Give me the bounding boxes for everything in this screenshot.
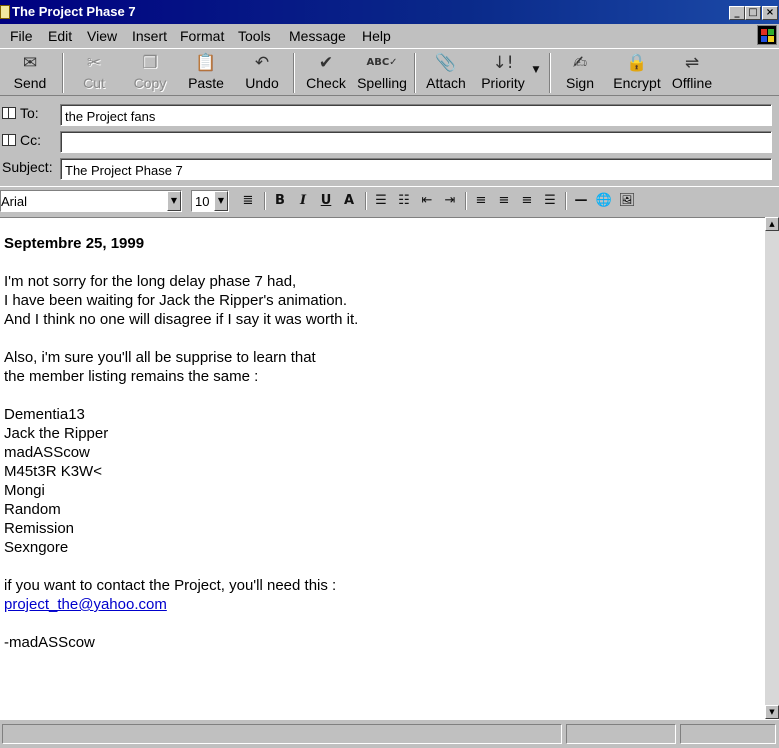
- send-icon: ✉: [22, 53, 38, 73]
- date-line: Septembre 25, 1999: [4, 235, 145, 252]
- format-separator: [365, 192, 367, 210]
- member-item: Random: [4, 501, 61, 518]
- menu-message[interactable]: Message: [289, 28, 346, 44]
- maximize-button[interactable]: □: [745, 6, 761, 20]
- priority-button[interactable]: ↓! Priority: [476, 51, 530, 95]
- vertical-scrollbar[interactable]: [765, 217, 779, 719]
- justify-icon[interactable]: ☰: [544, 193, 556, 208]
- align-right-icon[interactable]: ≡: [521, 193, 533, 208]
- signature-line: -madASScow: [4, 634, 95, 651]
- send-button[interactable]: ✉ Send: [6, 51, 54, 95]
- body-line: I have been waiting for Jack the Ripper's animation.: [4, 292, 348, 309]
- address-book-icon: [2, 107, 16, 119]
- body-line: And I think no one will disagree if I say it was worth it.: [4, 311, 359, 328]
- font-select[interactable]: Arial ▼: [0, 190, 182, 212]
- menu-format[interactable]: Format: [180, 28, 225, 44]
- check-names-button[interactable]: ✔ Check: [303, 51, 349, 95]
- body-line: Also, i'm sure you'll all be supprise to learn that: [4, 349, 316, 366]
- member-item: Sexngore: [4, 539, 69, 556]
- menu-insert[interactable]: Insert: [132, 28, 168, 44]
- sign-icon: ✍: [572, 53, 588, 73]
- align-left-icon[interactable]: ≡: [475, 193, 487, 208]
- font-size-select[interactable]: 10 ▼: [191, 190, 229, 212]
- cc-field[interactable]: [60, 131, 772, 153]
- member-item: Remission: [4, 520, 75, 537]
- formatting-bar: [0, 186, 779, 214]
- bold-icon[interactable]: B: [275, 193, 285, 208]
- toolbar-separator: [62, 53, 64, 93]
- subject-field[interactable]: The Project Phase 7: [60, 158, 772, 180]
- status-pane: [566, 724, 676, 744]
- contact-line: if you want to contact the Project, you'll need this :: [4, 577, 337, 594]
- address-book-icon: [2, 134, 16, 146]
- format-separator: [264, 192, 266, 210]
- member-item: Dementia13: [4, 406, 85, 423]
- chevron-down-icon[interactable]: ▼: [167, 191, 181, 211]
- format-separator: [565, 192, 567, 210]
- menu-file[interactable]: File: [10, 28, 33, 44]
- cc-label[interactable]: Cc:: [2, 132, 41, 148]
- scroll-up-icon[interactable]: ▲: [765, 217, 779, 231]
- attach-button[interactable]: 📎 Attach: [422, 51, 470, 95]
- spelling-icon: ABC✓: [366, 57, 398, 68]
- italic-icon[interactable]: I: [299, 193, 307, 208]
- undo-icon: ↶: [254, 53, 270, 73]
- numbered-list-icon[interactable]: ☰: [375, 193, 387, 208]
- paste-button[interactable]: 📋 Paste: [182, 51, 230, 95]
- toolbar-separator: [414, 53, 416, 93]
- priority-dropdown-icon[interactable]: ▼: [532, 65, 540, 75]
- paperclip-icon: 📎: [435, 53, 457, 73]
- check-names-icon: ✔: [318, 53, 334, 73]
- offline-icon: ⇌: [684, 53, 700, 73]
- member-item: M45t3R K3W<: [4, 463, 102, 480]
- align-center-icon[interactable]: ≡: [498, 193, 510, 208]
- copy-button[interactable]: ❐ Copy: [126, 51, 174, 95]
- clipboard-icon: 📋: [195, 53, 217, 73]
- copy-icon: ❐: [142, 53, 158, 73]
- to-field[interactable]: the Project fans: [60, 104, 772, 126]
- status-pane: [680, 724, 776, 744]
- bullet-list-icon[interactable]: ☷: [398, 193, 410, 208]
- encrypt-button[interactable]: 🔒 Encrypt: [610, 51, 664, 95]
- menu-tools[interactable]: Tools: [238, 28, 271, 44]
- cut-button[interactable]: ✂ Cut: [72, 51, 116, 95]
- body-line: the member listing remains the same :: [4, 368, 259, 385]
- underline-icon[interactable]: U: [320, 193, 332, 208]
- message-icon: [0, 5, 10, 19]
- body-line: I'm not sorry for the long delay phase 7 had,: [4, 273, 297, 290]
- to-label[interactable]: To:: [2, 105, 39, 121]
- minimize-button[interactable]: _: [729, 6, 745, 20]
- message-body[interactable]: [0, 217, 765, 719]
- priority-icon: ↓!: [492, 53, 514, 73]
- toolbar: [0, 48, 779, 96]
- lock-icon: 🔒: [626, 53, 648, 73]
- windows-logo-icon: [757, 25, 777, 45]
- menu-edit[interactable]: Edit: [48, 28, 73, 44]
- message-text[interactable]: [4, 234, 759, 652]
- insert-picture-icon[interactable]: 🖼: [618, 193, 636, 208]
- format-separator: [465, 192, 467, 210]
- horizontal-line-icon[interactable]: —: [574, 193, 588, 208]
- undo-button[interactable]: ↶ Undo: [238, 51, 286, 95]
- chevron-down-icon[interactable]: ▼: [214, 191, 228, 211]
- toolbar-separator: [549, 53, 551, 93]
- status-bar: [0, 719, 779, 748]
- member-item: Jack the Ripper: [4, 425, 109, 442]
- title-bar: [0, 0, 779, 24]
- email-link[interactable]: project_the@yahoo.com: [4, 596, 167, 613]
- subject-label: Subject:: [2, 159, 53, 175]
- member-item: madASScow: [4, 444, 90, 461]
- sign-button[interactable]: ✍ Sign: [558, 51, 602, 95]
- menu-bar: [0, 25, 779, 47]
- menu-view[interactable]: View: [87, 28, 118, 44]
- scissors-icon: ✂: [86, 53, 102, 73]
- menu-help[interactable]: Help: [362, 28, 391, 44]
- toolbar-separator: [293, 53, 295, 93]
- offline-button[interactable]: ⇌ Offline: [668, 51, 716, 95]
- decrease-indent-icon[interactable]: ⇤: [421, 193, 433, 208]
- window-title: The Project Phase 7: [12, 4, 136, 19]
- paragraph-style-icon[interactable]: ≣: [242, 193, 254, 208]
- spelling-button[interactable]: ABC✓ Spelling: [354, 51, 410, 95]
- member-item: Mongi: [4, 482, 45, 499]
- insert-link-icon[interactable]: 🌐: [595, 193, 613, 208]
- status-pane: [2, 724, 562, 744]
- scroll-down-icon[interactable]: ▼: [765, 705, 779, 719]
- close-button[interactable]: ×: [762, 6, 778, 20]
- increase-indent-icon[interactable]: ⇥: [444, 193, 456, 208]
- font-color-icon[interactable]: A: [343, 193, 355, 208]
